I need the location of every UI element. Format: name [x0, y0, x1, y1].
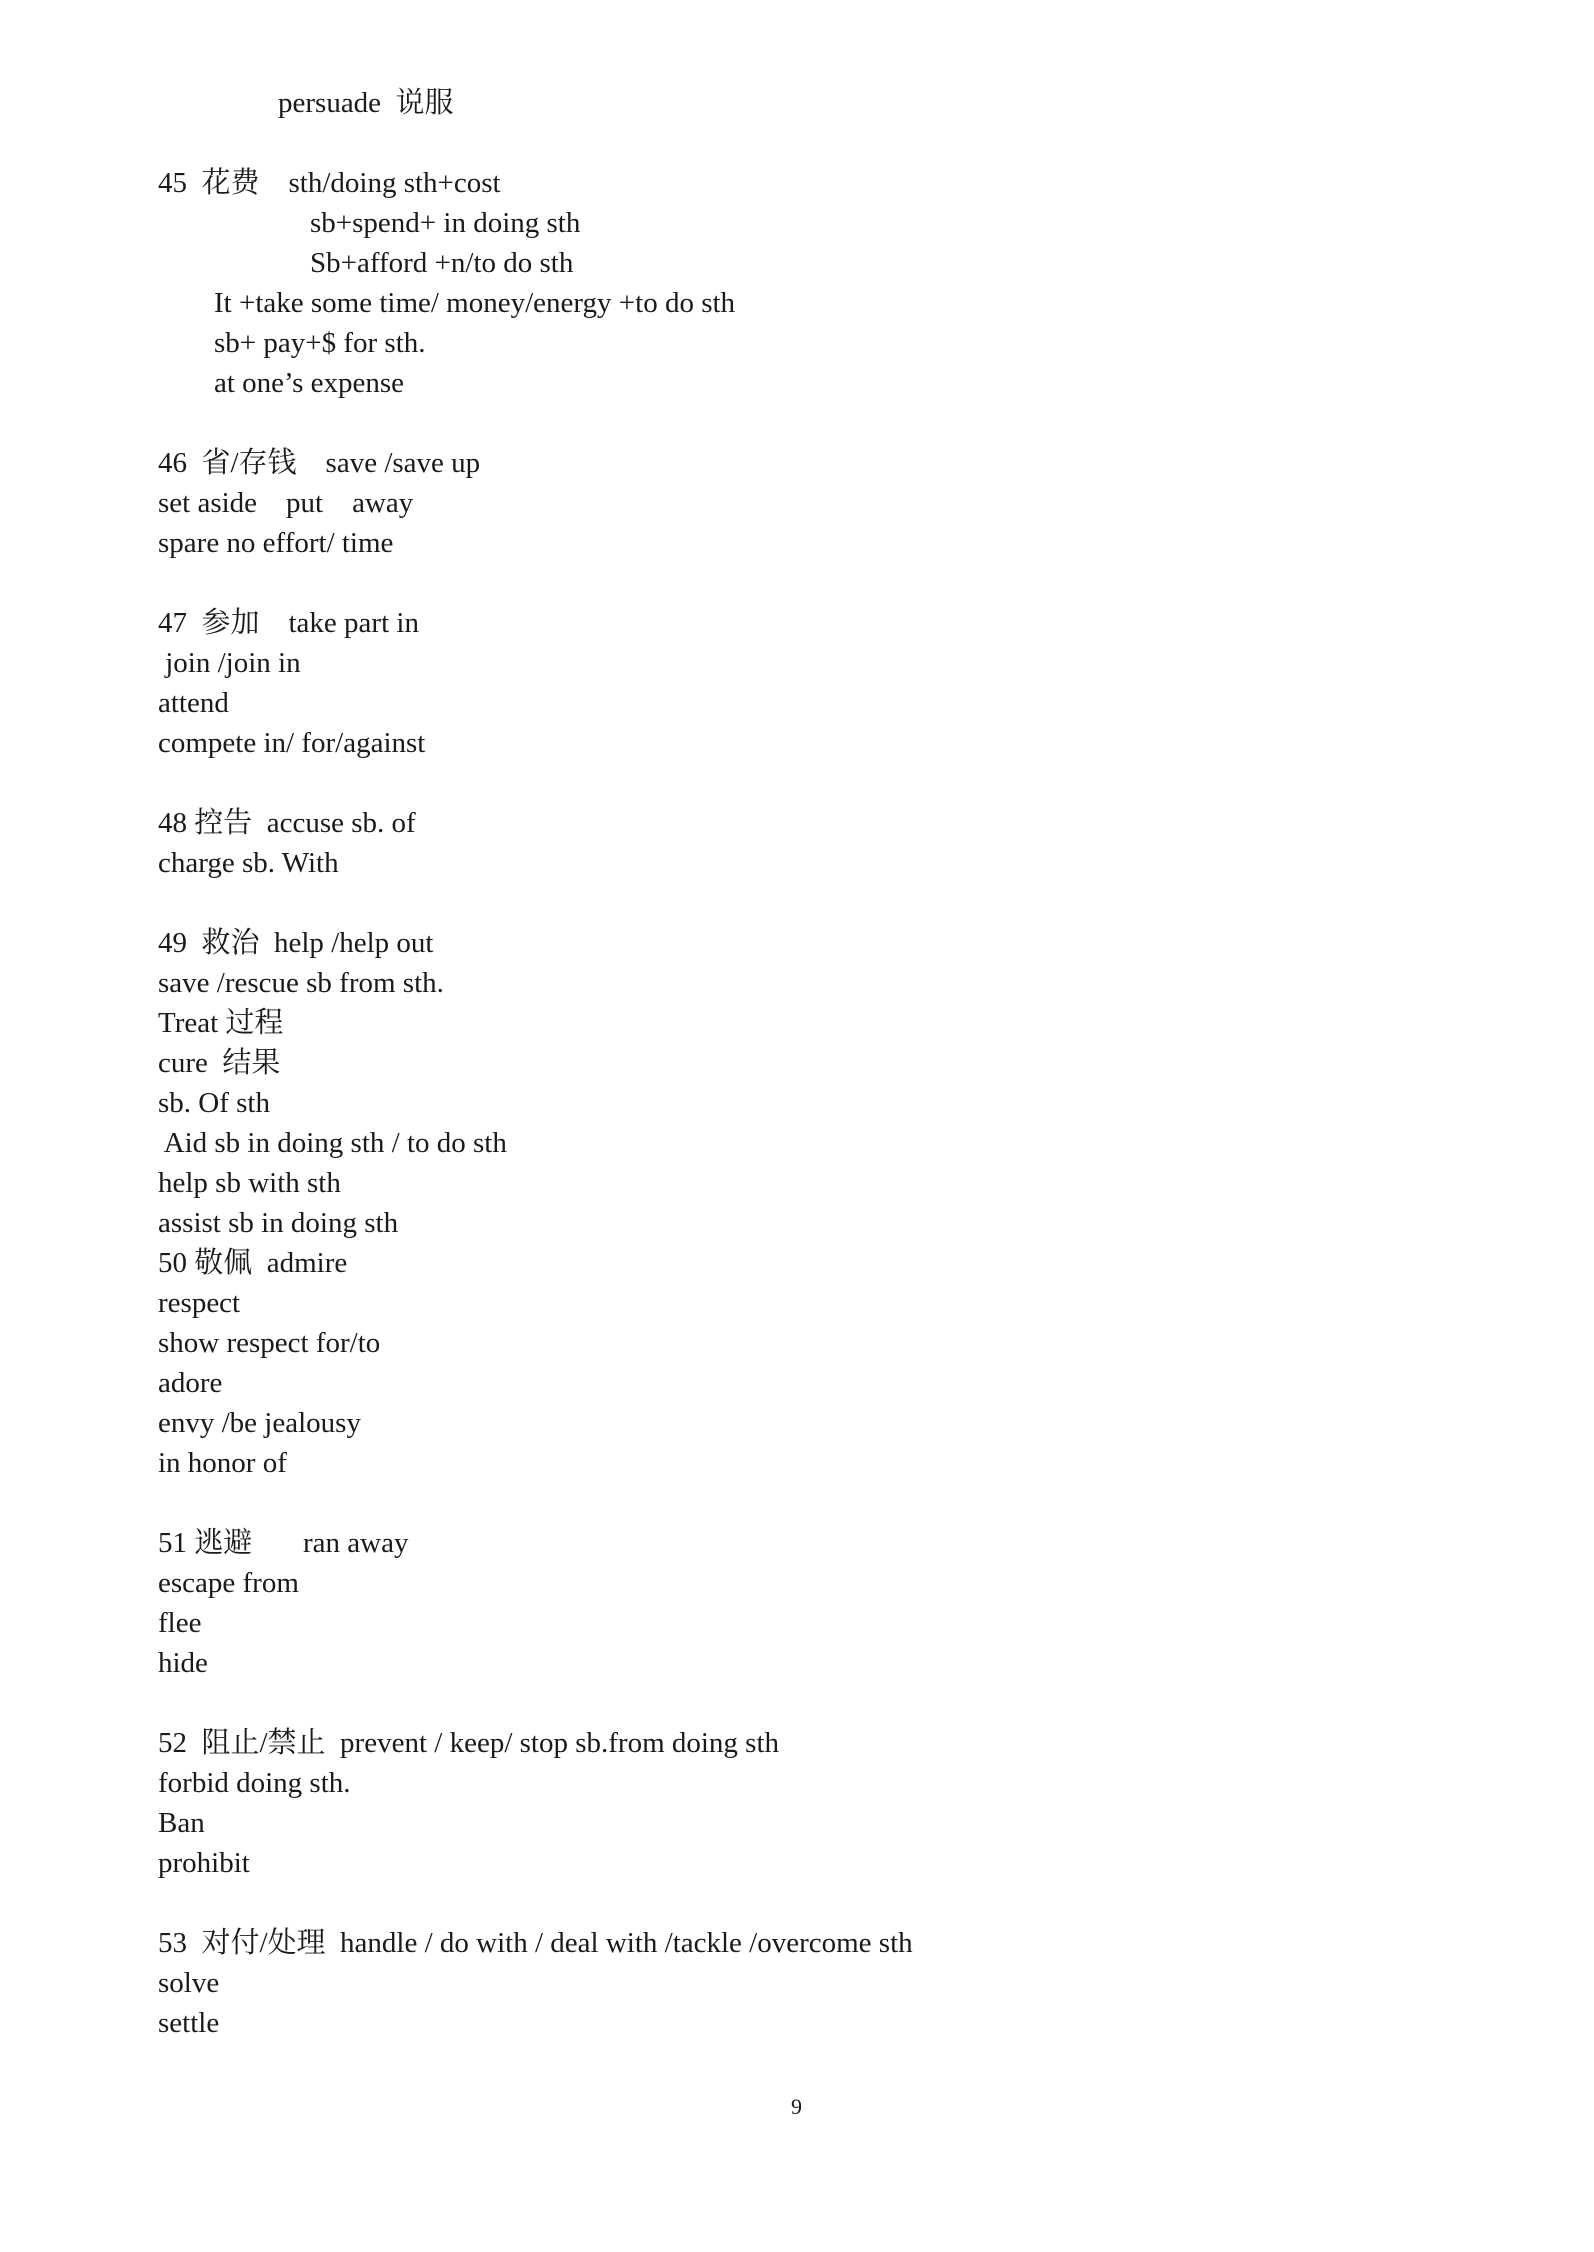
- text-line: sb+spend+ in doing sth: [310, 207, 581, 239]
- text-line: charge sb. With: [158, 847, 339, 879]
- text-line: persuade 说服: [278, 87, 454, 119]
- text-line: settle: [158, 2007, 220, 2039]
- text-line: Sb+afford +n/to do sth: [310, 247, 574, 279]
- entry-46-heading: 46 省/存钱 save /save up: [158, 447, 481, 479]
- entry-47-heading: 47 参加 take part in: [158, 607, 419, 639]
- text-line: adore: [158, 1367, 223, 1399]
- entry-49-heading: 49 救治 help /help out: [158, 927, 434, 959]
- text-line: hide: [158, 1647, 208, 1679]
- text-line: flee: [158, 1607, 202, 1639]
- text-line: escape from: [158, 1567, 299, 1599]
- text-line: assist sb in doing sth: [158, 1207, 399, 1239]
- text-line: sb. Of sth: [158, 1087, 270, 1119]
- entry-53-heading: 53 对付/处理 handle / do with / deal with /tackle /overcome sth: [158, 1927, 913, 1959]
- text-line: respect: [158, 1287, 241, 1319]
- entry-50-heading: 50 敬佩 admire: [158, 1247, 348, 1279]
- text-line: in honor of: [158, 1447, 287, 1479]
- text-line: sb+ pay+$ for sth.: [214, 327, 426, 359]
- text-line: solve: [158, 1967, 220, 1999]
- text-line: Ban: [158, 1807, 205, 1839]
- text-line: spare no effort/ time: [158, 527, 394, 559]
- text-line: forbid doing sth.: [158, 1767, 351, 1799]
- text-line: Treat 过程: [158, 1007, 284, 1039]
- text-line: envy /be jealousy: [158, 1407, 361, 1439]
- text-line: set aside put away: [158, 487, 414, 519]
- text-line: Aid sb in doing sth / to do sth: [158, 1127, 507, 1159]
- text-line: It +take some time/ money/energy +to do sth: [214, 287, 736, 319]
- text-line: at one’s expense: [214, 367, 405, 399]
- entry-51-heading: 51 逃避 ran away: [158, 1527, 409, 1559]
- entry-48-heading: 48 控告 accuse sb. of: [158, 807, 416, 839]
- text-line: show respect for/to: [158, 1327, 381, 1359]
- text-line: attend: [158, 687, 229, 719]
- entry-45-heading: 45 花费 sth/doing sth+cost: [158, 167, 501, 199]
- entry-52-heading: 52 阻止/禁止 prevent / keep/ stop sb.from doing sth: [158, 1727, 780, 1759]
- text-line: prohibit: [158, 1847, 250, 1879]
- text-line: help sb with sth: [158, 1167, 341, 1199]
- page-number: 9: [791, 2094, 802, 2119]
- text-line: join /join in: [158, 647, 301, 679]
- text-line: cure 结果: [158, 1047, 281, 1079]
- text-line: compete in/ for/against: [158, 727, 426, 759]
- text-line: save /rescue sb from sth.: [158, 967, 444, 999]
